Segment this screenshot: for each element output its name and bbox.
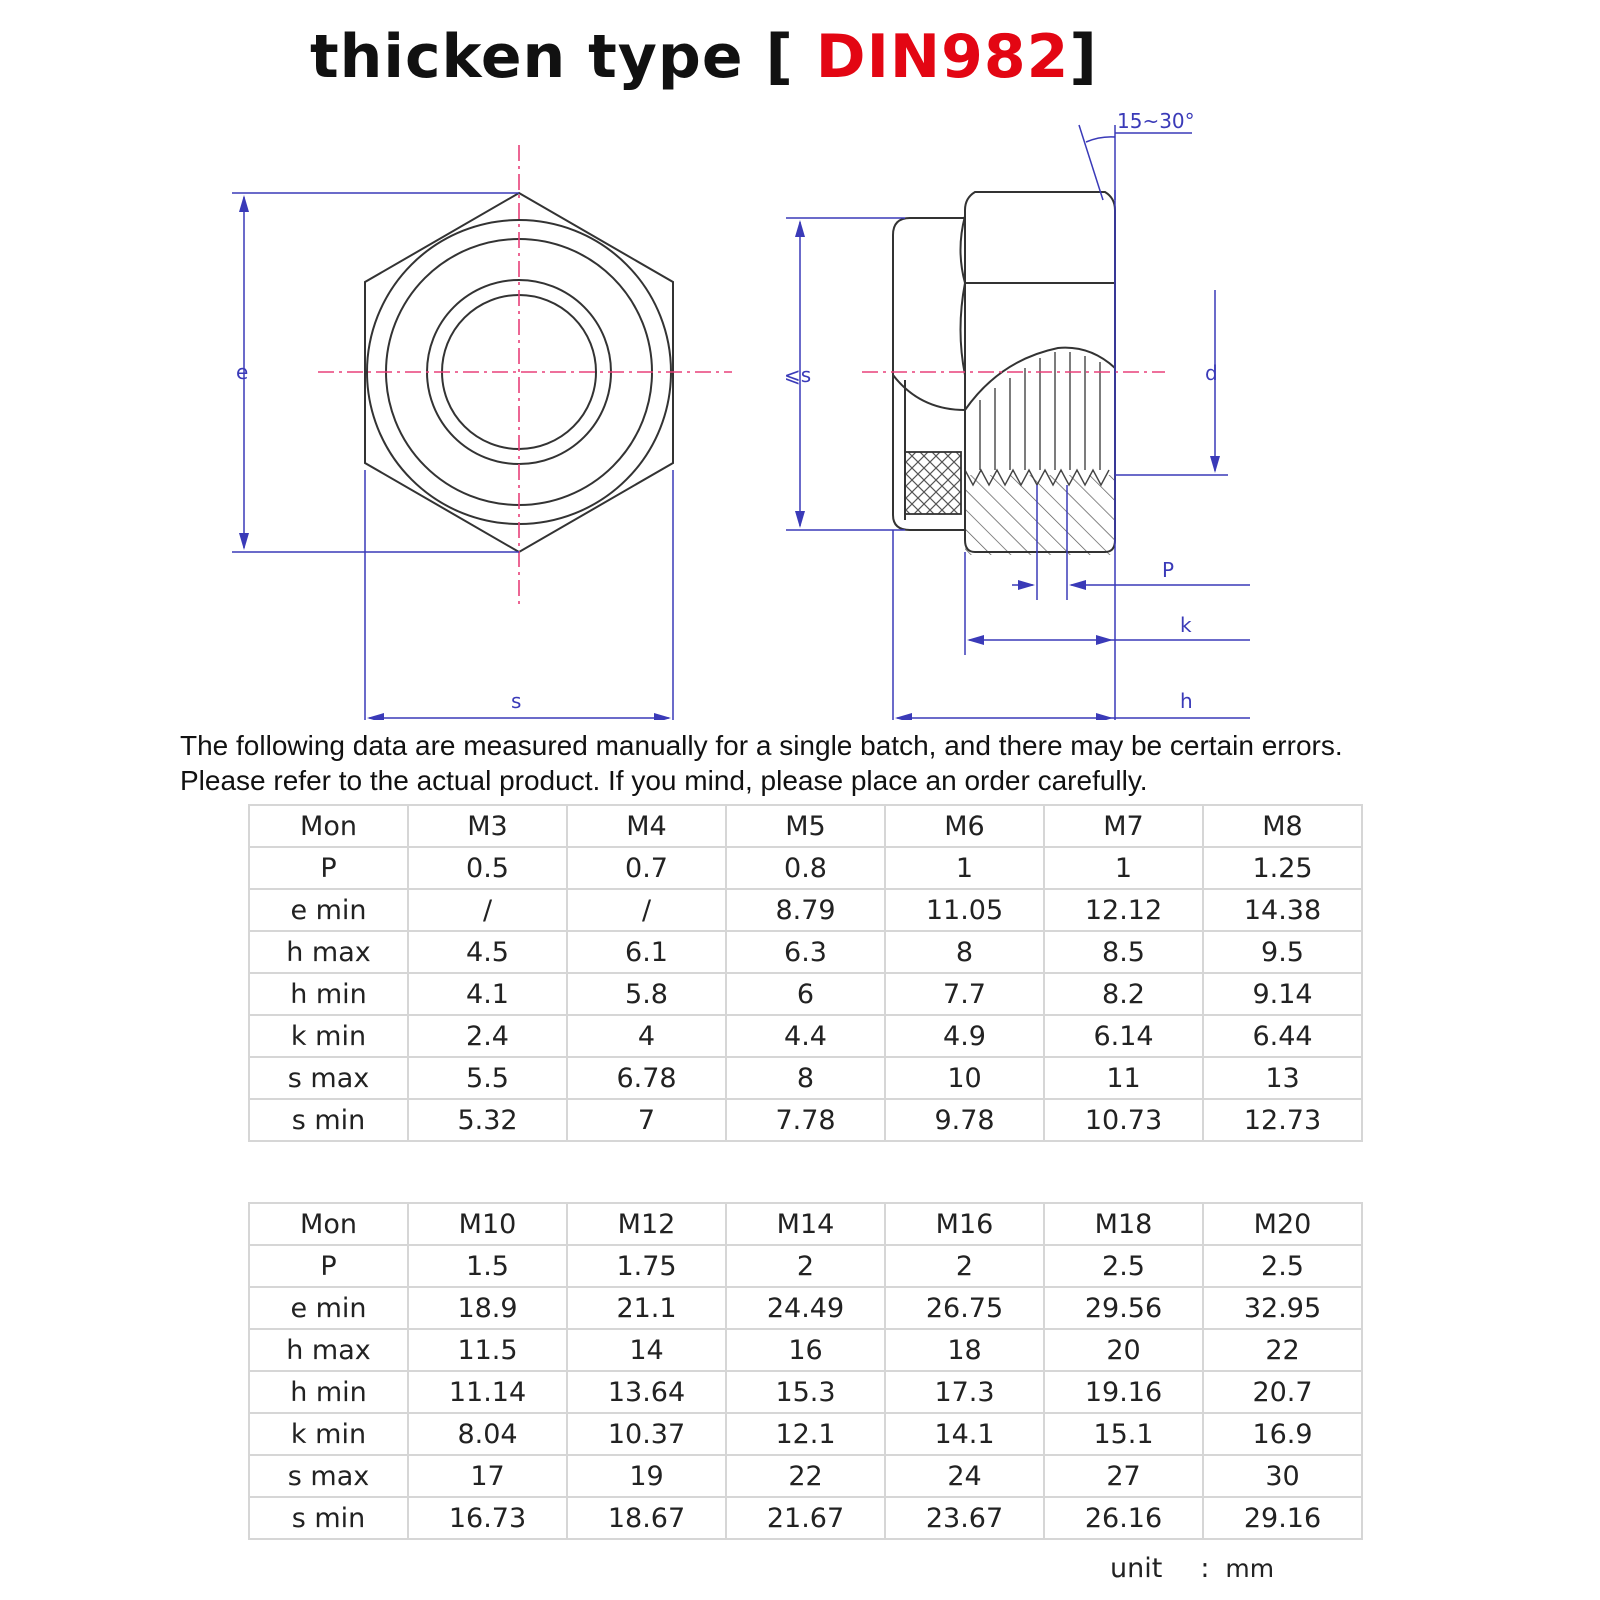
table-cell: 24 (885, 1455, 1044, 1497)
table-cell: 8.04 (408, 1413, 567, 1455)
table-cell: 11.14 (408, 1371, 567, 1413)
table-cell: 6.1 (567, 931, 726, 973)
table-cell: 2 (885, 1245, 1044, 1287)
unit-colon: : (1200, 1553, 1210, 1584)
table-cell: 16 (726, 1329, 885, 1371)
table-cell: 12.12 (1044, 889, 1203, 931)
title-suffix: ] (1069, 22, 1098, 92)
table-cell: 6.78 (567, 1057, 726, 1099)
table-cell: 8.5 (1044, 931, 1203, 973)
table-header-cell: M10 (408, 1203, 567, 1245)
table-cell: 20.7 (1203, 1371, 1362, 1413)
table-header-cell: M18 (1044, 1203, 1203, 1245)
table-cell: / (567, 889, 726, 931)
table-header-cell: M12 (567, 1203, 726, 1245)
table-cell: / (408, 889, 567, 931)
table-cell: 8.2 (1044, 973, 1203, 1015)
table-header-cell: M4 (567, 805, 726, 847)
table-cell: 14.38 (1203, 889, 1362, 931)
table-row (249, 1099, 1362, 1141)
table-cell: k min (249, 1015, 408, 1057)
table-cell: 7 (567, 1099, 726, 1141)
table-header-cell: M5 (726, 805, 885, 847)
label-h: h (1180, 689, 1193, 713)
label-s: s (511, 689, 522, 713)
table-cell: k min (249, 1413, 408, 1455)
table-cell: 32.95 (1203, 1287, 1362, 1329)
table-cell: 15.3 (726, 1371, 885, 1413)
table-cell: 12.1 (726, 1413, 885, 1455)
unit-value: mm (1225, 1554, 1275, 1583)
table-cell: 5.5 (408, 1057, 567, 1099)
table-cell: P (249, 1245, 408, 1287)
table-cell: s min (249, 1099, 408, 1141)
spec-table-m10-m20 (248, 1202, 1363, 1540)
technical-drawing (0, 100, 1600, 720)
table-cell: 2.4 (408, 1015, 567, 1057)
table-cell: 0.7 (567, 847, 726, 889)
table-cell: 16.9 (1203, 1413, 1362, 1455)
table-cell: e min (249, 889, 408, 931)
table-cell: 14.1 (885, 1413, 1044, 1455)
table-cell: 0.5 (408, 847, 567, 889)
table-cell: h min (249, 973, 408, 1015)
table-cell: 6.14 (1044, 1015, 1203, 1057)
table-row (249, 1057, 1362, 1099)
table-cell: 11.05 (885, 889, 1044, 931)
table-cell: 11.5 (408, 1329, 567, 1371)
table-row (249, 847, 1362, 889)
table-cell: s max (249, 1455, 408, 1497)
table-cell: 1 (1044, 847, 1203, 889)
table-cell: s min (249, 1497, 408, 1539)
disclaimer-note (180, 728, 1343, 798)
table-cell: s max (249, 1057, 408, 1099)
note-line-2: Please refer to the actual product. If you mind, please place an order carefully. (180, 765, 1148, 796)
table-cell: 19 (567, 1455, 726, 1497)
table-cell: 1.75 (567, 1245, 726, 1287)
table-header-row (249, 805, 1362, 847)
table-cell: 0.8 (726, 847, 885, 889)
table-cell: 2.5 (1044, 1245, 1203, 1287)
table-header-cell: M14 (726, 1203, 885, 1245)
table-cell: 10 (885, 1057, 1044, 1099)
table-cell: 18.67 (567, 1497, 726, 1539)
table-cell: 5.32 (408, 1099, 567, 1141)
label-angle: 15~30° (1117, 109, 1195, 133)
side-view (893, 192, 1115, 555)
title-standard: DIN982 (815, 22, 1070, 92)
table-row (249, 1287, 1362, 1329)
table-row (249, 889, 1362, 931)
table-header-cell: M3 (408, 805, 567, 847)
table-cell: 18 (885, 1329, 1044, 1371)
table-cell: 18.9 (408, 1287, 567, 1329)
note-line-1: The following data are measured manually for a single batch, and there may be certain errors. (180, 730, 1343, 761)
table-cell: h min (249, 1371, 408, 1413)
table-cell: 1.5 (408, 1245, 567, 1287)
nylon-insert (905, 452, 961, 514)
table-cell: 21.67 (726, 1497, 885, 1539)
label-s-side: ⩽s (784, 363, 812, 387)
table-header-cell: M8 (1203, 805, 1362, 847)
table-header-cell: Mon (249, 805, 408, 847)
table-cell: 7.7 (885, 973, 1044, 1015)
table-cell: 2.5 (1203, 1245, 1362, 1287)
table-cell: 22 (726, 1455, 885, 1497)
table-cell: 17.3 (885, 1371, 1044, 1413)
table-cell: 29.16 (1203, 1497, 1362, 1539)
table-cell: 4 (567, 1015, 726, 1057)
label-p: P (1162, 558, 1175, 582)
table-cell: 4.1 (408, 973, 567, 1015)
table-cell: 19.16 (1044, 1371, 1203, 1413)
table-cell: 9.14 (1203, 973, 1362, 1015)
table-cell: 23.67 (885, 1497, 1044, 1539)
table-row (249, 1413, 1362, 1455)
table-cell: 22 (1203, 1329, 1362, 1371)
table-cell: 11 (1044, 1057, 1203, 1099)
table-cell: 6.3 (726, 931, 885, 973)
table-cell: 27 (1044, 1455, 1203, 1497)
table-header-cell: M20 (1203, 1203, 1362, 1245)
table-cell: 17 (408, 1455, 567, 1497)
table-header-cell: M16 (885, 1203, 1044, 1245)
table-cell: 12.73 (1203, 1099, 1362, 1141)
front-centerlines (318, 145, 732, 605)
table-cell: 15.1 (1044, 1413, 1203, 1455)
table-cell: 16.73 (408, 1497, 567, 1539)
table-cell: 21.1 (567, 1287, 726, 1329)
table-cell: 5.8 (567, 973, 726, 1015)
table-header-cell: Mon (249, 1203, 408, 1245)
table-cell: 1 (885, 847, 1044, 889)
table-cell: 14 (567, 1329, 726, 1371)
table-cell: h max (249, 931, 408, 973)
table-row (249, 1329, 1362, 1371)
table-row (249, 1497, 1362, 1539)
unit-label: unit (1110, 1553, 1163, 1584)
table-cell: 30 (1203, 1455, 1362, 1497)
table-cell: 10.73 (1044, 1099, 1203, 1141)
table-header-row (249, 1203, 1362, 1245)
table-cell: 4.9 (885, 1015, 1044, 1057)
table-cell: h max (249, 1329, 408, 1371)
table-cell: P (249, 847, 408, 889)
table-cell: 8 (726, 1057, 885, 1099)
label-e: e (236, 360, 249, 384)
table-cell: 10.37 (567, 1413, 726, 1455)
table-header-cell: M7 (1044, 805, 1203, 847)
table-cell: 8 (885, 931, 1044, 973)
table-row (249, 973, 1362, 1015)
table-row (249, 1015, 1362, 1057)
table-row (249, 1371, 1362, 1413)
table-cell: 7.78 (726, 1099, 885, 1141)
title-prefix: thicken type [ (310, 22, 816, 92)
table-row (249, 1455, 1362, 1497)
table-cell: 4.4 (726, 1015, 885, 1057)
table-cell: 2 (726, 1245, 885, 1287)
table-cell: 9.5 (1203, 931, 1362, 973)
table-cell: 20 (1044, 1329, 1203, 1371)
table-cell: 4.5 (408, 931, 567, 973)
table-cell: 6 (726, 973, 885, 1015)
table-cell: 24.49 (726, 1287, 885, 1329)
table-cell: 6.44 (1203, 1015, 1362, 1057)
table-cell: 26.75 (885, 1287, 1044, 1329)
table-cell: e min (249, 1287, 408, 1329)
table-header-cell: M6 (885, 805, 1044, 847)
table-cell: 26.16 (1044, 1497, 1203, 1539)
spec-table-m3-m8 (248, 804, 1363, 1142)
table-row (249, 1245, 1362, 1287)
label-d: d (1205, 361, 1218, 385)
table-cell: 8.79 (726, 889, 885, 931)
table-cell: 13 (1203, 1057, 1362, 1099)
table-cell: 1.25 (1203, 847, 1362, 889)
table-cell: 13.64 (567, 1371, 726, 1413)
table-cell: 29.56 (1044, 1287, 1203, 1329)
page-title (310, 22, 1098, 92)
unit-note (1110, 1553, 1274, 1584)
table-row (249, 931, 1362, 973)
label-k: k (1180, 613, 1192, 637)
table-cell: 9.78 (885, 1099, 1044, 1141)
